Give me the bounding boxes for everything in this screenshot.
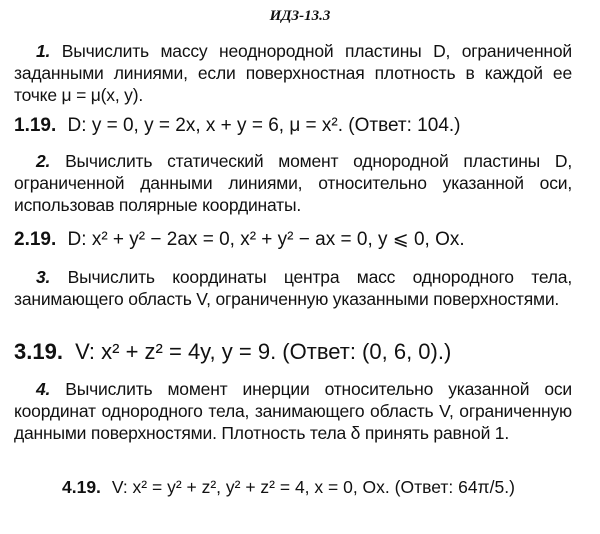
task-4-statement xyxy=(14,378,572,444)
problem-1-19-text: D: y = 0, y = 2x, x + y = 6, μ = x². (Ответ: 104.) xyxy=(67,115,461,136)
task-3-number: 3. xyxy=(36,267,51,287)
problem-2-19 xyxy=(14,228,586,252)
problem-4-19 xyxy=(14,476,586,498)
document-title: ИДЗ-13.3 xyxy=(269,8,331,24)
problem-1-19 xyxy=(14,114,586,138)
problem-3-19 xyxy=(14,340,586,364)
task-2-text: Вычислить статический момент однородной пластины D, ограниченной данными линиями, относительно указанной оси, использовав полярные координаты. xyxy=(14,151,572,215)
problem-1-19-number: 1.19. xyxy=(14,115,57,136)
problem-4-19-number: 4.19. xyxy=(62,477,101,497)
task-1-text: Вычислить массу неоднородной пластины D, ограниченной заданными линиями, если поверхностная плотность в каждой ее точке μ = μ(x, y). xyxy=(14,41,572,105)
task-1-number: 1. xyxy=(36,41,51,61)
task-2-statement xyxy=(14,150,572,216)
problem-2-19-text: D: x² + y² − 2ax = 0, x² + y² − ax = 0, y ⩽ 0, Ox. xyxy=(67,229,465,250)
task-1-statement xyxy=(14,40,572,106)
problem-3-19-text: V: x² + z² = 4y, y = 9. (Ответ: (0, 6, 0).) xyxy=(75,339,452,364)
task-4-number: 4. xyxy=(36,379,51,399)
task-2-number: 2. xyxy=(36,151,51,171)
task-4-text: Вычислить момент инерции относительно указанной оси координат однородного тела, занимающего область V, ограниченную данными поверхностями. Плотность тела δ принять равной 1. xyxy=(14,379,572,443)
problem-4-19-text: V: x² = y² + z², y² + z² = 4, x = 0, Ox. (Ответ: 64π/5.) xyxy=(111,477,515,497)
task-3-statement xyxy=(14,266,572,310)
problem-2-19-number: 2.19. xyxy=(14,229,57,250)
problem-3-19-number: 3.19. xyxy=(14,339,63,364)
task-3-text: Вычислить координаты центра масс однородного тела, занимающего область V, ограниченную указанными поверхностями. xyxy=(14,267,572,309)
